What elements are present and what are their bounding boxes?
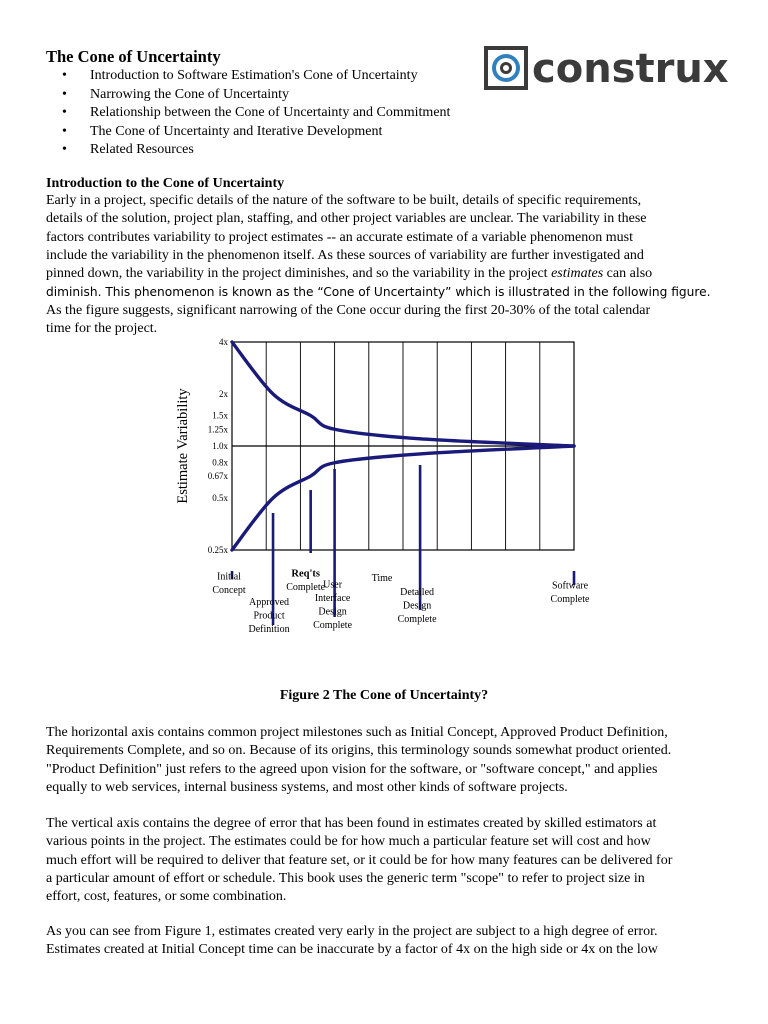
text-line: equally to web services, internal business systems, and most other kinds of software projects. bbox=[46, 779, 568, 795]
milestone-label: Software bbox=[551, 580, 589, 592]
body-paragraph bbox=[46, 815, 726, 906]
milestone-label: Product bbox=[253, 610, 285, 622]
intro-paragraph bbox=[46, 192, 726, 338]
milestone-label: Complete bbox=[397, 614, 437, 625]
text-line: Early in a project, specific details of the nature of the software to be built, details of specific requirements, bbox=[46, 193, 642, 208]
cone-of-uncertainty-chart bbox=[160, 335, 610, 680]
y-tick-label: 1.0x bbox=[212, 441, 228, 451]
toc-item[interactable]: • Narrowing the Cone of Uncertainty bbox=[62, 86, 450, 105]
text-line: various points in the project. The estimates could be for how much a particular feature set will cost and how bbox=[46, 834, 651, 850]
figure-caption: Figure 2 The Cone of Uncertainty? bbox=[279, 688, 489, 703]
y-tick-label: 0.8x bbox=[212, 457, 228, 468]
milestone-label: Complete bbox=[313, 620, 353, 631]
milestone-label: Interface bbox=[314, 593, 351, 604]
toc-item[interactable]: • Related Resources bbox=[62, 141, 450, 160]
logo-text: construx bbox=[532, 46, 729, 92]
table-of-contents bbox=[62, 67, 450, 160]
section-heading: Introduction to the Cone of Uncertainty bbox=[46, 176, 285, 191]
bullet-icon: • bbox=[62, 123, 67, 139]
y-tick-label: 0.25x bbox=[207, 545, 228, 555]
text-line: include the variability in the phenomenon itself. As these sources of variability are further investigated and bbox=[46, 247, 644, 263]
y-tick-label: 1.5x bbox=[212, 410, 228, 421]
logo-mark-icon bbox=[486, 48, 526, 88]
milestone-label: Concept bbox=[212, 585, 246, 596]
milestone-label: Detailed bbox=[400, 587, 435, 598]
text-line: The vertical axis contains the degree of error that has been found in estimates created by skilled estimators at bbox=[46, 816, 657, 831]
bullet-icon: • bbox=[62, 86, 67, 102]
y-tick-label: 0.67x bbox=[207, 471, 228, 482]
y-tick-label: 1.25x bbox=[207, 424, 228, 435]
text-line: time for the project. bbox=[46, 321, 158, 337]
text-line: Requirements Complete, and so on. Because of its origins, this terminology sounds somewhat product oriented. bbox=[46, 743, 672, 759]
y-tick-label: 4x bbox=[219, 337, 228, 347]
toc-item[interactable]: • The Cone of Uncertainty and Iterative Development bbox=[62, 123, 450, 142]
body-paragraph bbox=[46, 724, 726, 797]
bullet-icon: • bbox=[62, 68, 67, 83]
construx-logo bbox=[484, 42, 732, 94]
bullet-icon: • bbox=[62, 105, 67, 120]
text-line: details of the solution, project plan, staffing, and other project variables are unclear. The variability in these bbox=[46, 211, 647, 227]
text-line: "Product Definition" just refers to the agreed upon vision for the software, or "software concept," and applies bbox=[46, 761, 658, 777]
milestone-label: Design bbox=[402, 600, 432, 612]
text-line: As the figure suggests, significant narrowing of the Cone occur during the first 20-30% of the total calendar bbox=[46, 302, 651, 318]
page-title: The Cone of Uncertainty bbox=[46, 47, 221, 66]
toc-item[interactable]: • Introduction to Software Estimation's Cone of Uncertainty bbox=[62, 67, 450, 86]
bullet-icon: • bbox=[62, 142, 67, 157]
milestone-label: Complete bbox=[550, 594, 590, 605]
body-paragraph bbox=[46, 923, 726, 960]
text-line: a particular amount of effort or schedule. This book uses the generic term "scope" to refer to project size in bbox=[46, 870, 645, 886]
text-line: The horizontal axis contains common project milestones such as Initial Concept, Approved Product Definition, bbox=[46, 725, 668, 740]
text-line: effort, cost, features, or some combination. bbox=[46, 889, 287, 905]
milestone-label: User bbox=[323, 579, 343, 591]
text-line: As you can see from Figure 1, estimates created very early in the project are subject to a high degree of error. bbox=[46, 924, 658, 939]
milestone-label: Design bbox=[318, 606, 347, 618]
milestone-label: Req'ts bbox=[291, 568, 320, 580]
milestone-label: Complete bbox=[286, 582, 326, 593]
emphasis-word: estimates bbox=[551, 266, 604, 282]
text-line-with-emphasis: pinned down, the variability in the project diminishes, and so the variability in the project estimates can also bbox=[46, 266, 653, 282]
x-axis-label: Time bbox=[371, 573, 393, 584]
text-line: Estimates created at Initial Concept time can be inaccurate by a factor of 4x on the high side or 4x on the low bbox=[46, 942, 658, 958]
y-axis-label: Estimate Variability bbox=[175, 388, 191, 504]
text-line: much effort will be required to deliver that feature set, or it could be for how many features can be delivered for bbox=[46, 852, 673, 868]
milestone-label: Initial bbox=[217, 571, 241, 583]
milestone-label: Approved bbox=[249, 597, 290, 608]
milestone-label: Definition bbox=[248, 624, 290, 635]
text-line: factors contributes variability to project estimates -- an accurate estimate of a variable phenomenon must bbox=[46, 229, 634, 245]
text-line: diminish. This phenomenon is known as the “Cone of Uncertainty” which is illustrated in the following figure. bbox=[46, 285, 711, 300]
y-tick-label: 2x bbox=[219, 389, 228, 399]
y-tick-label: 0.5x bbox=[212, 493, 228, 503]
toc-item[interactable]: • Relationship between the Cone of Uncertainty and Commitment bbox=[62, 104, 450, 123]
